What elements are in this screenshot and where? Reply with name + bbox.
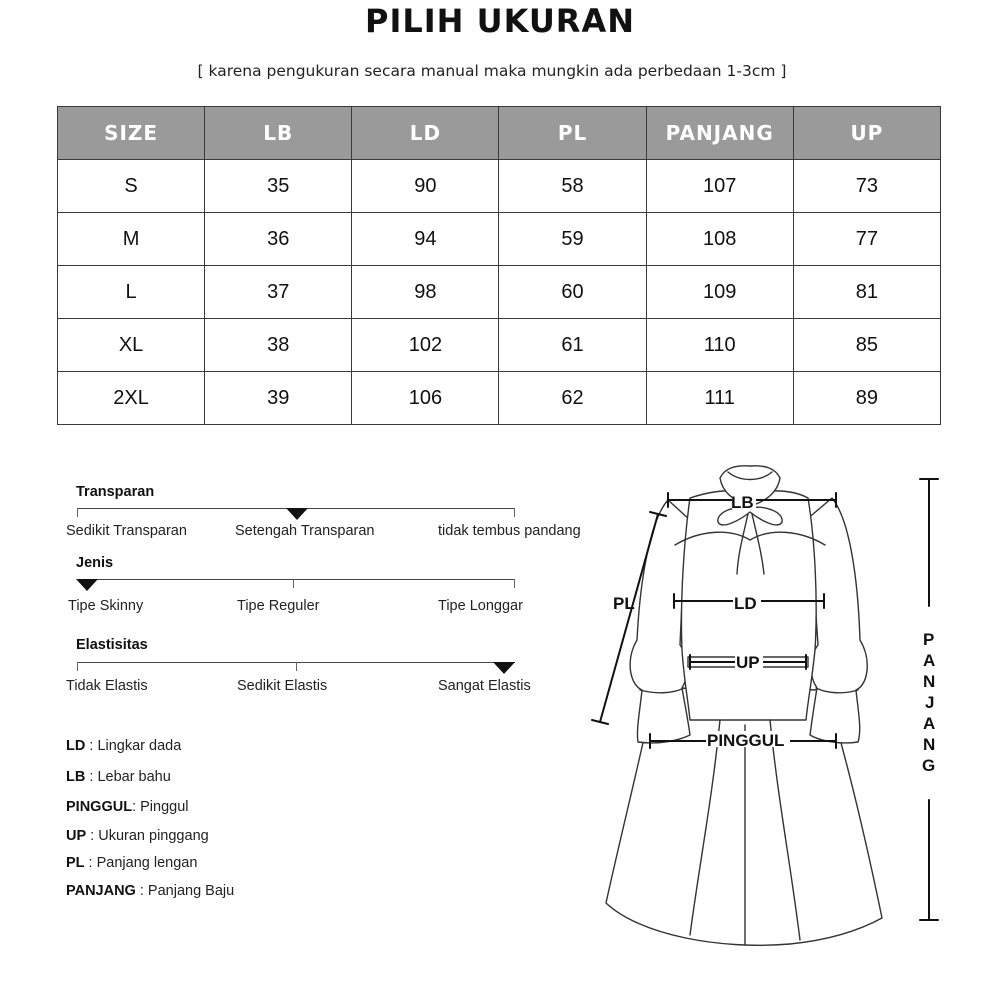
scale-label: Sedikit Transparan [66,523,187,539]
table-cell: 89 [793,372,940,425]
scale-label: Sedikit Elastis [237,678,328,694]
dress-measurement-diagram [560,440,1000,960]
scale-tick [514,508,515,517]
table-cell: 98 [352,266,499,319]
table-cell: 77 [793,213,940,266]
table-cell: 60 [499,266,646,319]
table-cell: 35 [205,160,352,213]
svg-text:N: N [923,735,936,754]
scale-label: Tipe Longgar [438,598,523,614]
header-lb: LB [205,107,352,160]
page-title: PILIH UKURAN [365,2,635,40]
table-cell: 106 [352,372,499,425]
table-cell: 2XL [58,372,205,425]
ld-label: LD [734,594,757,613]
table-cell: 94 [352,213,499,266]
scale-selected-marker [76,579,98,591]
table-cell: 90 [352,160,499,213]
scale-tick [514,579,515,588]
up-label: UP [736,653,760,672]
table-cell: 107 [646,160,793,213]
table-row [58,319,941,372]
table-cell: 81 [793,266,940,319]
scale-label: Tipe Reguler [237,598,320,614]
svg-text:N: N [923,672,936,691]
table-cell: 39 [205,372,352,425]
table-cell: 110 [646,319,793,372]
scale-label: Tipe Skinny [68,598,144,614]
scale-label: Sangat Elastis [438,678,531,694]
table-cell: 62 [499,372,646,425]
table-row [58,266,941,319]
header-panjang: PANJANG [646,107,793,160]
scale-tick [77,508,78,517]
table-cell: 61 [499,319,646,372]
legend-item: PINGGUL: Pinggul [66,799,189,815]
header-ld: LD [352,107,499,160]
table-cell: 108 [646,213,793,266]
legend-item: UP : Ukuran pinggang [66,828,209,844]
table-cell: 38 [205,319,352,372]
table-row [58,372,941,425]
scale-title: Transparan [76,484,155,500]
legend-item: LD : Lingkar dada [66,738,182,754]
table-cell: 59 [499,213,646,266]
scale-selected-marker [493,662,515,674]
header-up: UP [793,107,940,160]
table-cell: 37 [205,266,352,319]
table-cell: M [58,213,205,266]
table-cell: 111 [646,372,793,425]
legend-item: LB : Lebar bahu [66,769,171,785]
table-cell: S [58,160,205,213]
table-cell: 58 [499,160,646,213]
header-size: SIZE [58,107,205,160]
scale-title: Elastisitas [76,637,148,653]
legend-item: PL : Panjang lengan [66,855,198,871]
table-cell: L [58,266,205,319]
pl-label: PL [613,594,635,613]
svg-text:A: A [923,651,936,670]
svg-text:P: P [923,630,935,649]
svg-text:G: G [922,756,936,775]
scale-label: tidak tembus pandang [438,523,581,539]
table-cell: 36 [205,213,352,266]
scale-tick [77,662,78,671]
scale-tick [296,662,297,671]
scale-line [77,579,515,580]
table-row [58,213,941,266]
header-pl: PL [499,107,646,160]
scale-tick [293,579,294,588]
pinggul-label: PINGGUL [707,731,785,750]
scale-label: Setengah Transparan [235,523,375,539]
scale-selected-marker [286,508,308,520]
legend-item: PANJANG : Panjang Baju [66,883,235,899]
size-chart-table [57,106,941,425]
table-cell: XL [58,319,205,372]
table-cell: 102 [352,319,499,372]
table-header-row [58,107,941,160]
scale-title: Jenis [76,555,114,571]
panjang-vertical-label [922,630,935,775]
svg-text:J: J [925,693,935,712]
scale-label: Tidak Elastis [66,678,148,694]
table-row [58,160,941,213]
measurement-note: [ karena pengukuran secara manual maka mungkin ada perbedaan 1-3cm ] [197,62,787,80]
svg-text:A: A [923,714,936,733]
table-cell: 109 [646,266,793,319]
lb-label: LB [731,493,754,512]
table-cell: 85 [793,319,940,372]
table-cell: 73 [793,160,940,213]
